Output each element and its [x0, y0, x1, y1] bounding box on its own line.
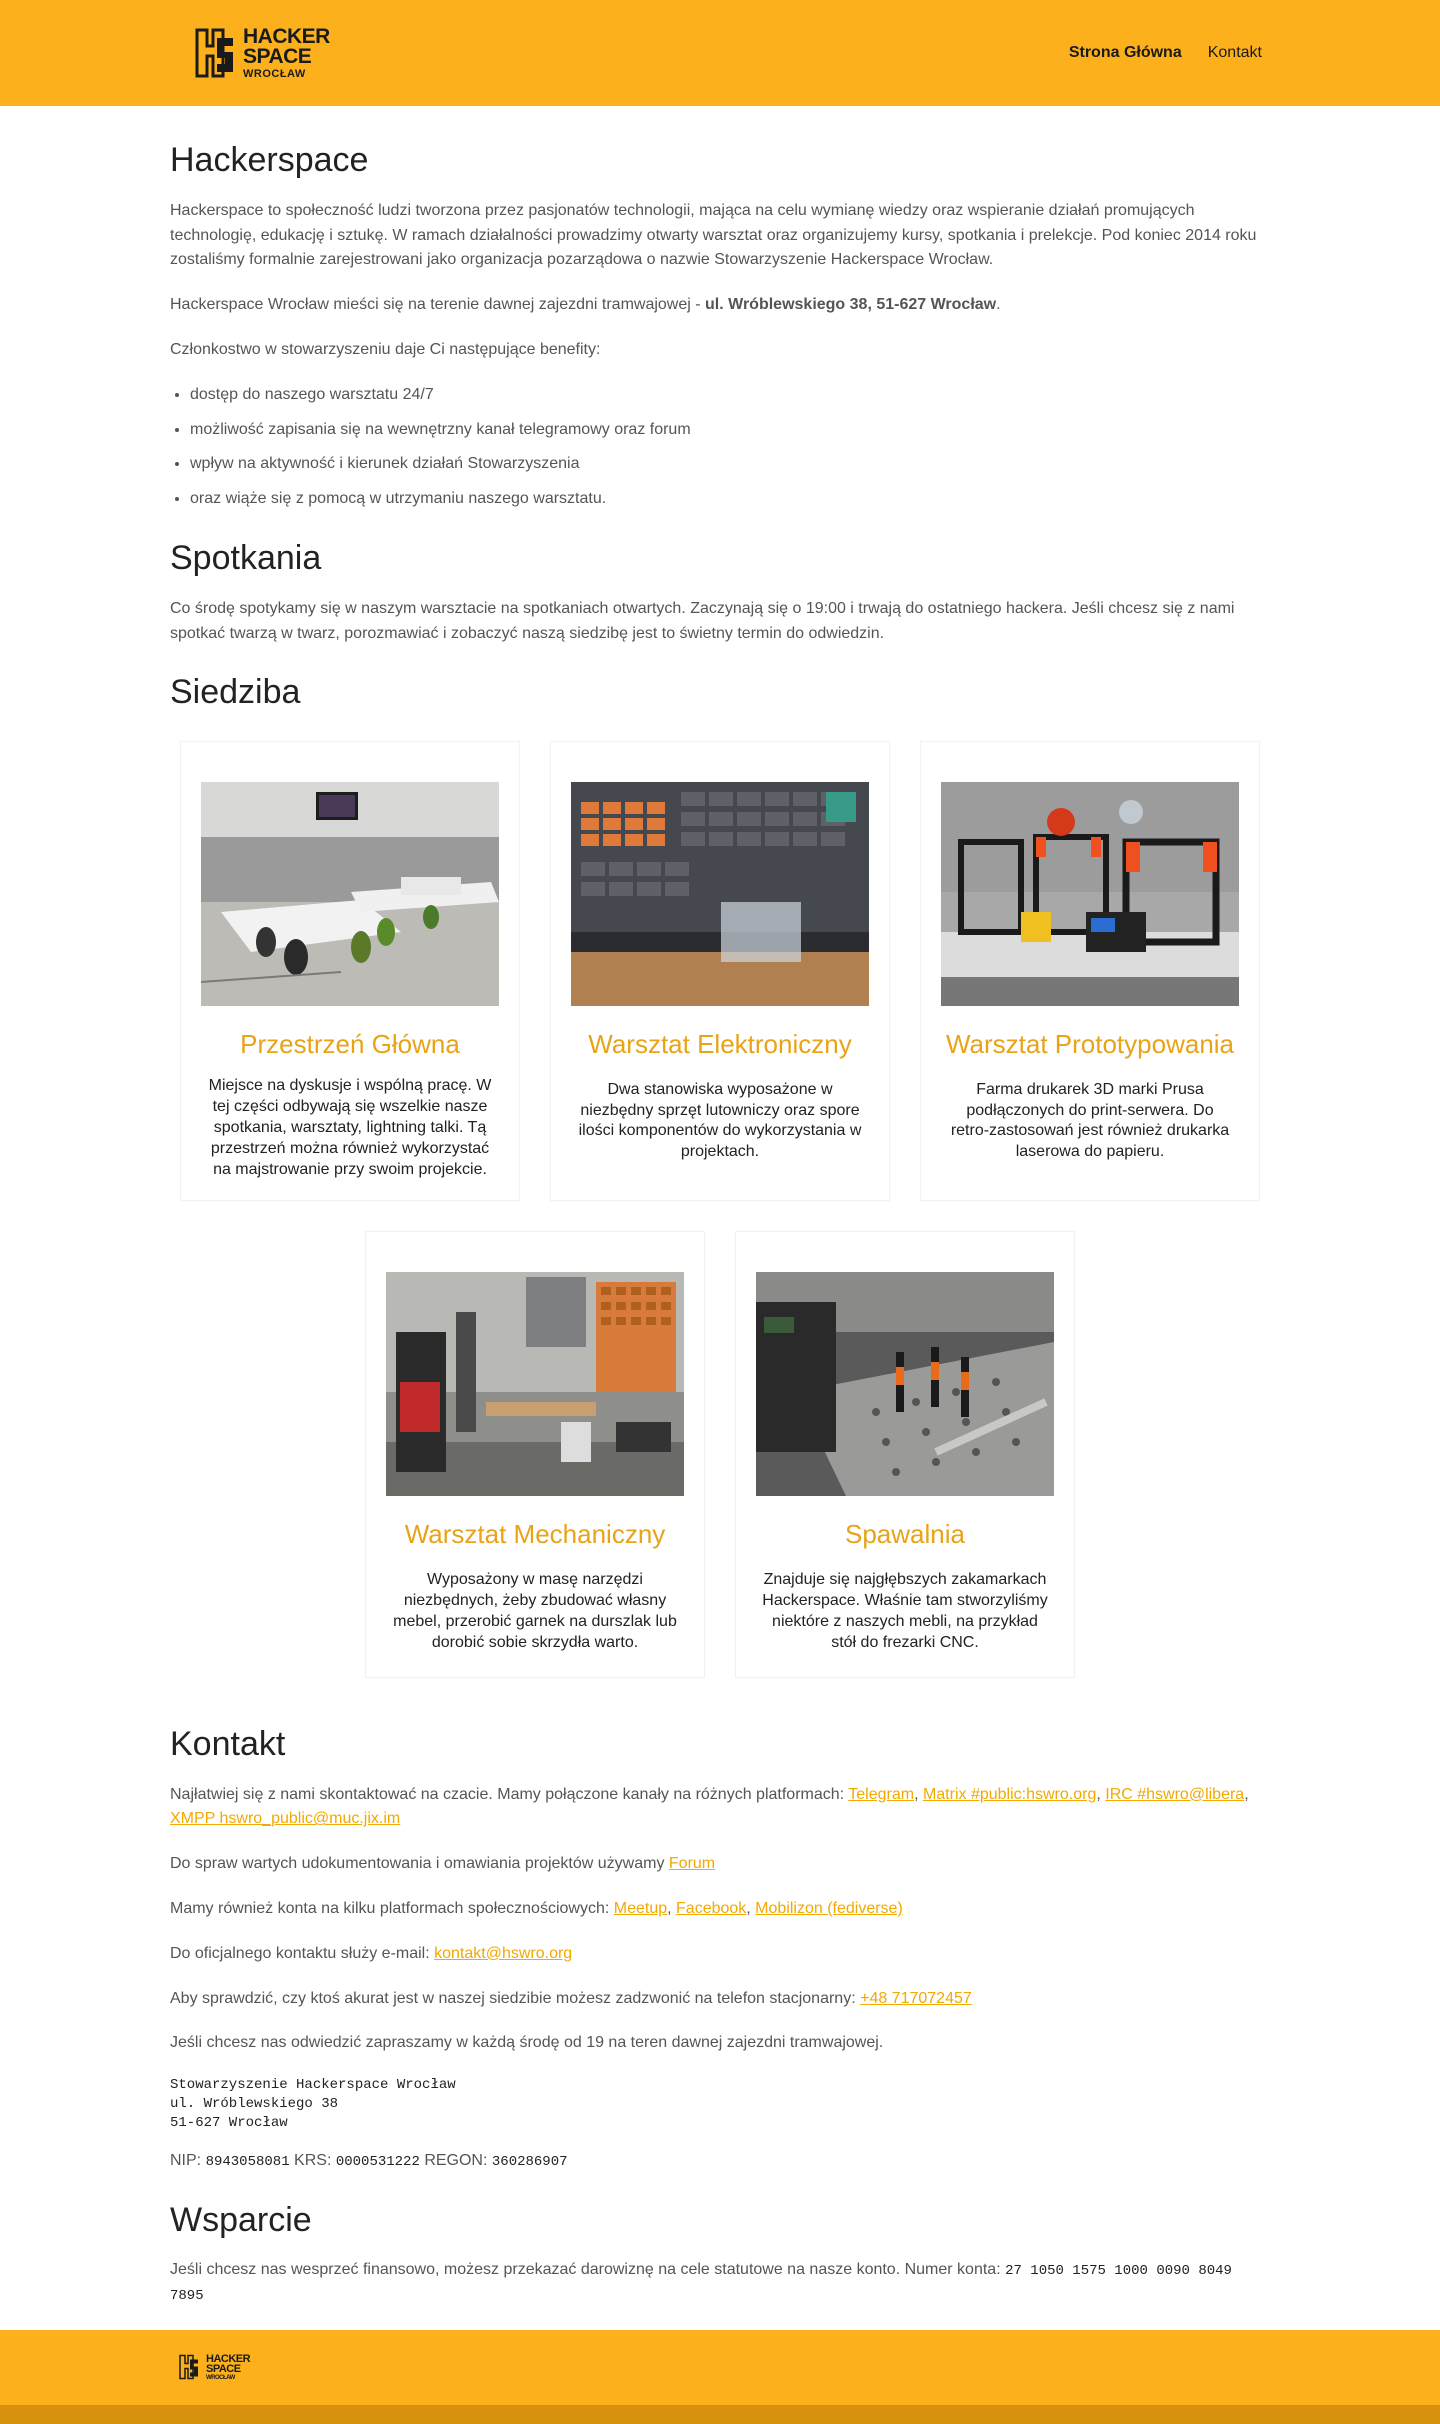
social-text: Mamy również konta na kilku platformach społecznościowych:	[170, 1899, 614, 1917]
card-description: Znajduje się najgłębszych zakamarkach Hackerspace. Właśnie tam stworzyliśmy niektóre z naszych mebli, na przykład stół do frezarki CNC.	[762, 1571, 1048, 1651]
xmpp-link[interactable]: XMPP hswro_public@muc.jix.im	[170, 1810, 401, 1828]
logo-line-1: HACKER	[243, 24, 330, 48]
email-paragraph	[170, 1942, 1270, 1967]
chat-paragraph: Najłatwiej się z nami skontaktować na czacie. Mamy połączone kanały na różnych platformach: Telegram, Matrix #public:hswro.org, IRC #hswro@libera, XMPP hswro_public@muc.jix.im	[170, 1785, 1249, 1828]
krs-label: KRS:	[294, 2151, 332, 2169]
phone-link[interactable]: +48 717072457	[860, 1989, 972, 2007]
footer-logo-text	[206, 2354, 250, 2382]
intro-paragraph: Hackerspace to społeczność ludzi tworzona przez pasjonatów technologii, mająca na celu wymianę wiedzy oraz wspieranie działań promujących technologię, edukację i sztukę. W ramach działalności prowadzimy otwarty warsztat oraz organizujemy kursy, spotkania i prelekcje. Pod koniec 2014 roku zostaliśmy formalnie zarejestrowani jako organizacja pozarządowa o nazwie Stowarzyszenie Hackerspace Wrocław.	[170, 201, 1257, 269]
card-description: Farma drukarek 3D marki Prusa podłączonych do print-serwera. Do retro-zastosowań jest również drukarka laserowa do papieru.	[950, 1080, 1230, 1161]
social-paragraph: Mamy również konta na kilku platformach społecznościowych: Meetup, Facebook, Mobilizon (fediverse)	[170, 1899, 903, 1917]
hackerspace-logo-icon	[193, 24, 237, 82]
benefit-item: • możliwość zapisania się na wewnętrzny kanał telegramowy oraz forum	[190, 418, 1270, 443]
card-mechanical	[365, 1231, 705, 1677]
telegram-link[interactable]: Telegram	[848, 1785, 915, 1803]
phone-text: Aby sprawdzić, czy ktoś akurat jest w naszej siedzibie możesz zadzwonić na telefon stacjonarny:	[170, 1989, 861, 2007]
address-paragraph	[170, 293, 1270, 318]
main-nav	[1069, 41, 1262, 66]
account-number: 27 1050 1575 1000 0090 8049 7895	[170, 2263, 1232, 2305]
email-text: Do oficjalnego kontaktu służy e-mail:	[170, 1944, 435, 1962]
regon-label: REGON:	[424, 2151, 488, 2169]
benefit-item: • wpływ na aktywność i kierunek działań Stowarzyszenia	[190, 452, 1270, 477]
krs-value: 0000531222	[335, 2153, 420, 2170]
card-prototyping	[920, 741, 1260, 1201]
forum-text: Do spraw wartych udokumentowania i omawiania projektów używamy	[170, 1855, 669, 1873]
nav-home-link[interactable]: Strona Główna	[1068, 43, 1182, 61]
main-space-photo	[201, 782, 499, 1006]
card-main-space	[180, 741, 520, 1201]
intro-title: Hackerspace	[170, 141, 369, 179]
nip-label: NIP:	[170, 2151, 202, 2169]
support-title: Wsparcie	[170, 2200, 312, 2239]
card-electronics	[550, 741, 890, 1201]
address-line: Stowarzyszenie Hackerspace Wrocław	[170, 2077, 456, 2094]
support-paragraph	[170, 2258, 1270, 2308]
meetup-link[interactable]: Meetup	[613, 1899, 668, 1917]
membership-paragraph: Członkostwo w stowarzyszeniu daje Ci następujące benefity:	[170, 340, 601, 358]
main-content	[170, 106, 1270, 2308]
site-footer	[0, 2330, 1440, 2405]
footer-bottom-bar	[0, 2405, 1440, 2424]
support-text: Jeśli chcesz nas wesprzeć finansowo, możesz przekazać darowiznę na cele statutowe na nasze konto. Numer konta:	[170, 2261, 1001, 2279]
benefits-list	[190, 383, 1270, 512]
card-welding	[735, 1231, 1075, 1677]
contact-title: Kontakt	[170, 1724, 286, 1763]
benefit-item: • dostęp do naszego warsztatu 24/7	[190, 383, 1270, 408]
card-title: Warsztat Prototypowania	[945, 1029, 1235, 1060]
visit-paragraph: Jeśli chcesz nas odwiedzić zapraszamy w każdą środę od 19 na teren dawnej zajezdni tramwajowej.	[170, 2034, 884, 2052]
logo-line-1: HACKER	[206, 2352, 251, 2365]
card-description: Wyposażony w masę narzędzi niezbędnych, żeby zbudować własny mebel, przerobić garnek na durszlak lub dorobić sobie skrzydła warto.	[393, 1571, 677, 1651]
nip-value: 8943058081	[205, 2153, 290, 2170]
registry-numbers	[170, 2149, 1270, 2174]
forum-paragraph	[170, 1852, 1270, 1877]
address-end: .	[996, 296, 1001, 314]
mobilizon-link[interactable]: Mobilizon (fediverse)	[755, 1899, 903, 1917]
chat-text: Najłatwiej się z nami skontaktować na czacie. Mamy połączone kanały na różnych platformach:	[170, 1785, 849, 1803]
meetings-title: Spotkania	[170, 538, 322, 577]
logo-link[interactable]	[193, 24, 330, 82]
prototyping-photo	[941, 782, 1239, 1006]
irc-link[interactable]: IRC #hswro@libera	[1105, 1785, 1245, 1803]
card-description: Miejsce na dyskusje i wspólną pracę. W tej części odbywają się wszelkie nasze spotkania, warsztaty, lightning talki. Tą przestrzeń można również wykorzystać na majstrowanie przy swoim projekcie.	[208, 1077, 492, 1178]
phone-paragraph	[170, 1987, 1270, 2012]
card-title: Spawalnia	[845, 1519, 965, 1550]
hq-cards	[170, 731, 1270, 1698]
hq-title: Siedziba	[170, 673, 301, 712]
logo-line-2: SPACE	[243, 44, 312, 68]
facebook-link[interactable]: Facebook	[676, 1899, 747, 1917]
mechanical-photo	[386, 1272, 684, 1496]
benefit-item: • oraz wiąże się z pomocą w utrzymaniu naszego warsztatu.	[190, 487, 1270, 512]
address-text: Hackerspace Wrocław mieści się na terenie dawnej zajezdni tramwajowej -	[170, 296, 706, 314]
card-title: Warsztat Mechaniczny	[404, 1519, 666, 1550]
address-line: ul. Wróblewskiego 38	[170, 2096, 339, 2112]
meetings-paragraph: Co środę spotykamy się w naszym warsztacie na spotkaniach otwartych. Zaczynają się o 19:00 i trwają do ostatniego hackera. Jeśli chcesz się z nami spotkać twarzą w twarz, porozmawiać i zobaczyć naszą siedzibę jest to świetny termin do odwiedzin.	[170, 599, 1235, 642]
card-description: Dwa stanowiska wyposażone w niezbędny sprzęt lutowniczy oraz spore ilości komponentów do wykorzystania w projektach.	[578, 1080, 862, 1161]
logo-line-3: WROCŁAW	[243, 67, 306, 80]
matrix-link[interactable]: Matrix #public:hswro.org	[922, 1785, 1097, 1803]
nav-contact-link[interactable]: Kontakt	[1207, 43, 1262, 61]
card-title: Warsztat Elektroniczny	[588, 1029, 852, 1060]
address-line: 51-627 Wrocław	[170, 2114, 288, 2131]
logo-text	[243, 24, 330, 80]
forum-link[interactable]: Forum	[668, 1855, 716, 1873]
footer-logo-link[interactable]	[178, 2352, 250, 2382]
site-header	[0, 0, 1440, 106]
welding-photo	[756, 1272, 1054, 1496]
email-link[interactable]: kontakt@hswro.org	[434, 1944, 573, 1962]
electronics-photo	[571, 782, 869, 1006]
logo-line-3: WROCŁAW	[206, 2374, 235, 2381]
logo-line-2: SPACE	[206, 2363, 241, 2376]
postal-address	[170, 2076, 1270, 2133]
address-strong: ul. Wróblewskiego 38, 51-627 Wrocław	[705, 296, 997, 314]
hackerspace-logo-icon	[178, 2352, 200, 2382]
card-title: Przestrzeń Główna	[240, 1029, 460, 1060]
regon-value: 360286907	[491, 2153, 568, 2170]
